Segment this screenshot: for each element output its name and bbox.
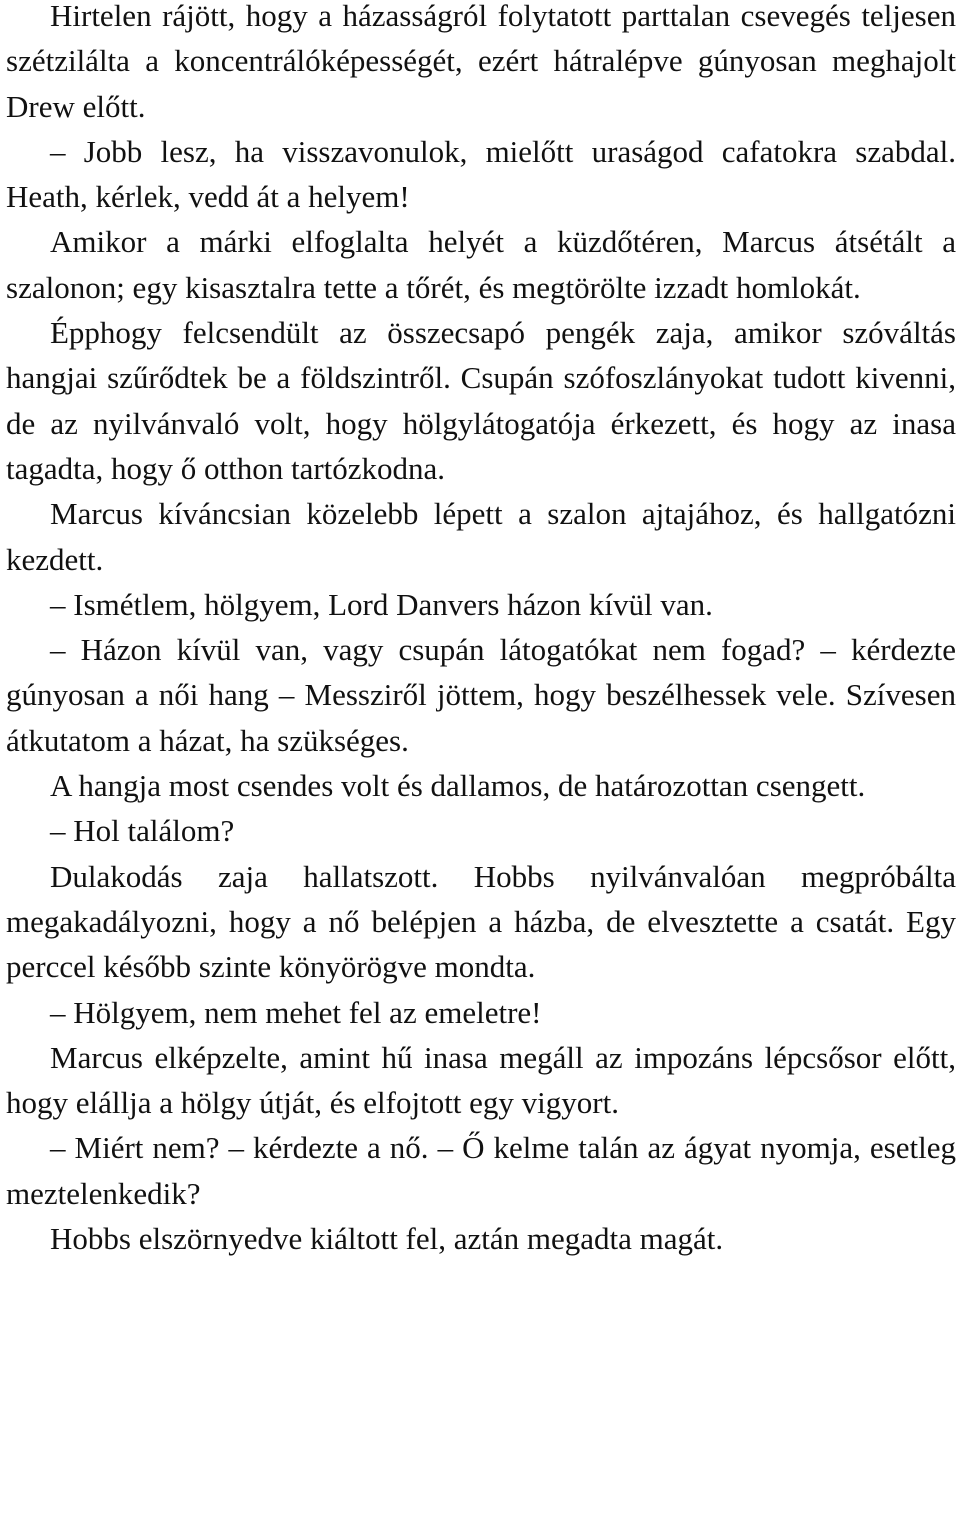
paragraph: Amikor a márki elfoglalta helyét a küzdőtéren, Marcus átsétált a szalonon; egy kisasztalra tette a tőrét, és megtörölte izzadt homlokát. [6, 224, 956, 305]
dialogue-paragraph: – Jobb lesz, ha visszavonulok, mielőtt uraságod cafatokra szabdal. Heath, kérlek, vedd át a helyem! [6, 133, 956, 215]
paragraph: Hirtelen rájött, hogy a házasságról folytatott parttalan csevegés teljesen szétzilálta a koncentrálóképességét, ezért hátralépve gúnyosan meghajolt Drew előtt. [6, 0, 956, 124]
paragraph: Marcus elképzelte, amint hű inasa megáll az impozáns lépcsősor előtt, hogy elállja a hölgy útját, és elfojtott egy vigyort. [6, 1039, 956, 1121]
paragraph: A hangja most csendes volt és dallamos, de határozottan csengett. [50, 768, 866, 804]
paragraph: Épphogy felcsendült az összecsapó pengék zaja, amikor szóváltás hangjai szűrődtek be a földszintről. Csupán szófoszlányokat tudott kivenni, de az nyilvánvaló volt, hogy hölgylátogatója érkezett, és hogy az inasa tagadta, hogy ő otthon tartózkodna. [6, 315, 956, 486]
paragraph: Hobbs elszörnyedve kiáltott fel, aztán megadta magát. [50, 1221, 724, 1257]
dialogue-paragraph: – Miért nem? – kérdezte a nő. – Ő kelme talán az ágyat nyomja, esetleg meztelenkedik? [6, 1130, 956, 1211]
paragraph: Marcus kíváncsian közelebb lépett a szalon ajtajához, és hallgatózni kezdett. [6, 496, 956, 577]
paragraph: Dulakodás zaja hallatszott. Hobbs nyilvánvalóan megpróbálta megakadályozni, hogy a nő belépjen a házba, de elvesztette a csatát. Egy perccel később szinte könyörögve mondta. [6, 858, 956, 985]
dialogue-paragraph: – Hölgyem, nem mehet fel az emeletre! [50, 994, 542, 1030]
dialogue-paragraph: – Ismétlem, hölgyem, Lord Danvers házon kívül van. [50, 586, 713, 622]
dialogue-paragraph: – Házon kívül van, vagy csupán látogatókat nem fogad? – kérdezte gúnyosan a női hang – Messziről jöttem, hogy beszélhessek vele. Szívesen átkutatom a házat, ha szükséges. [6, 632, 956, 758]
dialogue-paragraph: – Hol találom? [50, 813, 235, 849]
